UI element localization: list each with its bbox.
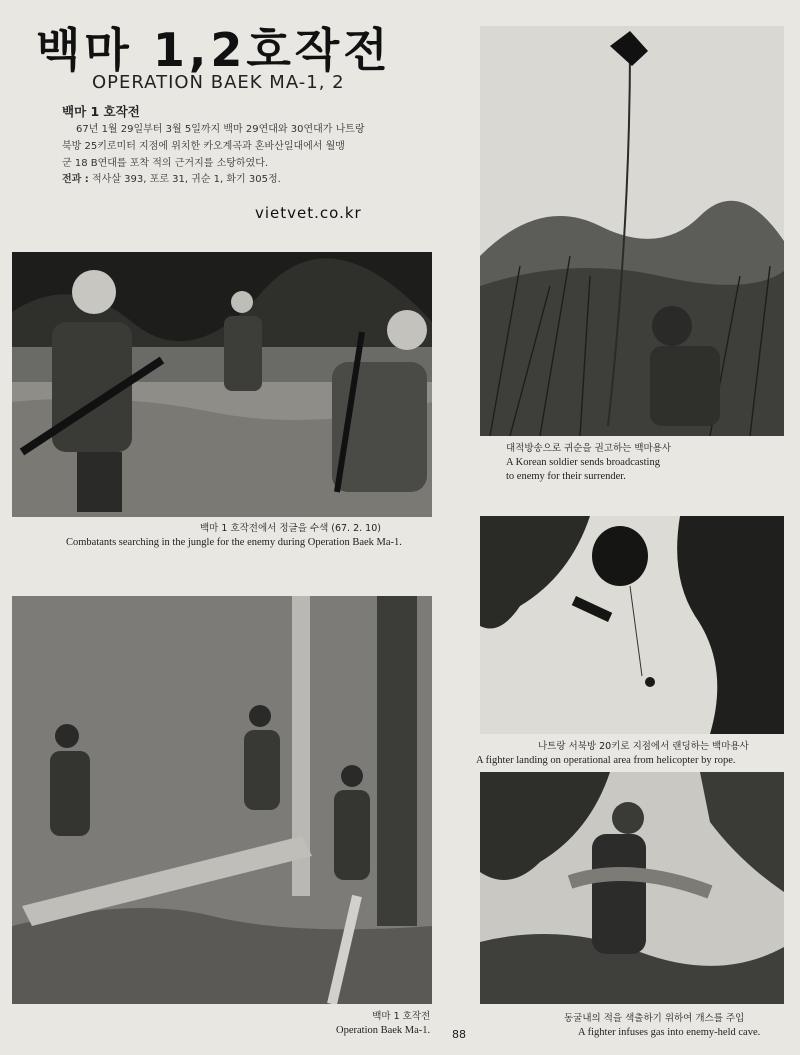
caption-helicopter	[538, 740, 749, 754]
intro-paragraph	[62, 121, 432, 172]
photo-gas-infusion	[480, 772, 784, 1004]
section-heading: 백마 1 호작전	[62, 104, 140, 119]
caption-jungle-river	[200, 522, 381, 536]
page-number: 88	[452, 1028, 466, 1041]
caption-english: A Korean soldier sends broadcasting	[506, 457, 660, 468]
page-title: 백마 1,2호작전	[36, 23, 392, 77]
battle-results	[62, 170, 281, 185]
caption-gas	[564, 1012, 744, 1026]
intro-line: 군 18 B연대를 포착 적의 근거지를 소탕하였다.	[62, 158, 269, 169]
caption-korean: 나트랑 서북방 20키로 지점에서 랜딩하는 백마용사	[538, 741, 749, 752]
caption-korean: 동굴내의 적을 색출하기 위하여 개스를 주입	[564, 1013, 745, 1024]
intro-line: 북방 25키로미터 지점에 위치한 카오계곡과 혼바산일대에서 월맹	[62, 141, 345, 152]
caption-gas-english	[578, 1026, 760, 1040]
photo-jungle-river	[12, 252, 432, 517]
photo-forest-patrol	[12, 596, 432, 1004]
caption-forest-patrol	[336, 1010, 430, 1038]
caption-jungle-river-english	[66, 536, 402, 550]
caption-english: Combatants searching in the jungle for the enemy during Operation Baek Ma-1.	[66, 537, 402, 548]
caption-english: to enemy for their surrender.	[506, 471, 626, 482]
battle-results-label: 전과 :	[62, 174, 89, 185]
caption-korean: 백마 1 호작전	[372, 1011, 431, 1022]
caption-broadcasting	[506, 442, 671, 484]
caption-korean: 백마 1 호작전에서 정글을 수색 (67. 2. 10)	[200, 523, 381, 534]
caption-english: A fighter landing on operational area from helicopter by rope.	[476, 755, 736, 766]
caption-english: A fighter infuses gas into enemy-held cave.	[578, 1027, 761, 1038]
intro-line: 67년 1월 29일부터 3월 5일까지 백마 29연대와 30연대가 나트랑	[76, 124, 365, 135]
caption-korean: 대적방송으로 귀순을 권고하는 백마용사	[506, 443, 672, 454]
caption-helicopter-english	[476, 754, 736, 768]
watermark-site: vietvet.co.kr	[255, 204, 362, 222]
page-title-english: OPERATION BAEK MA-1, 2	[92, 72, 345, 93]
caption-english: Operation Baek Ma-1.	[336, 1025, 431, 1036]
photo-helicopter-landing	[480, 516, 784, 734]
photo-broadcasting-soldier	[480, 26, 784, 436]
battle-results-text: 적사살 393, 포로 31, 귀순 1, 화기 305정.	[92, 174, 281, 185]
